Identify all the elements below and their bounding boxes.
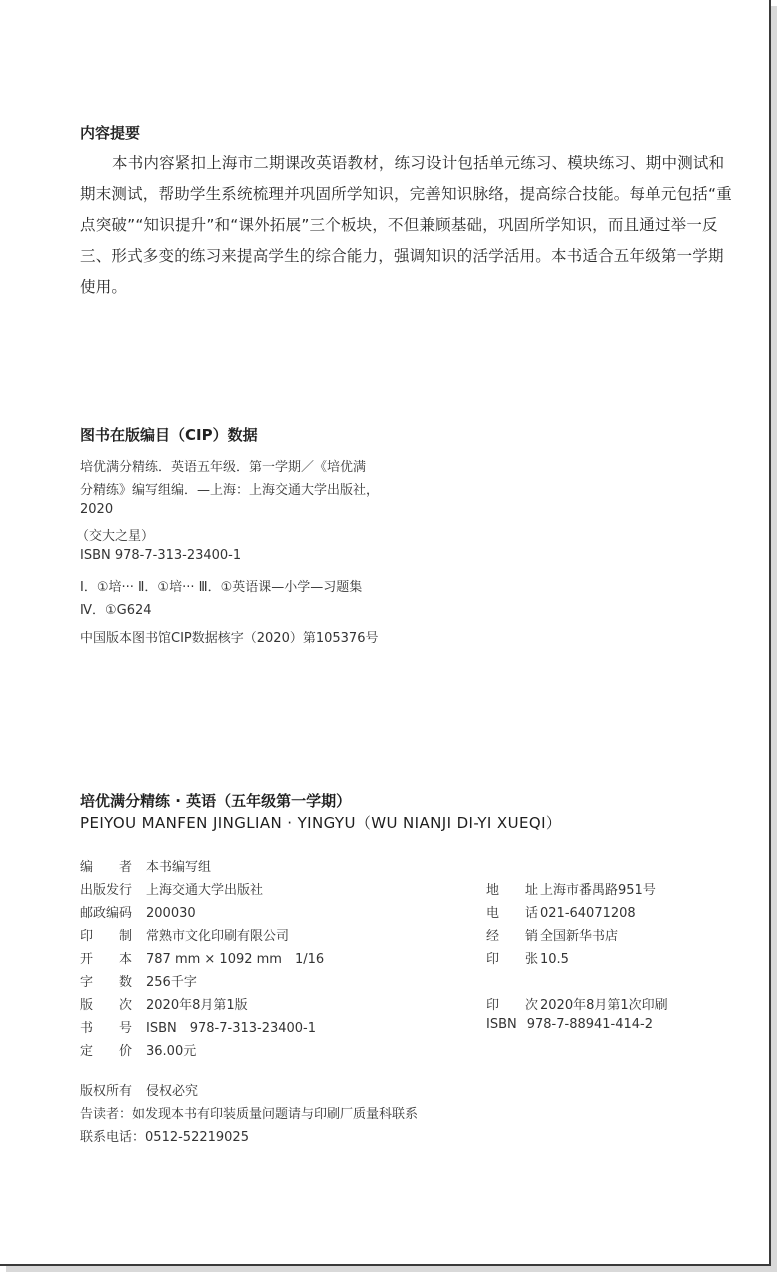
pub-value: 常熟市文化印刷有限公司 — [146, 929, 290, 944]
pub-row-publisher — [80, 879, 263, 898]
pub-value: 全国新华书店 — [540, 929, 619, 944]
phone-line: 联系电话：0512-52219025 — [80, 1130, 249, 1145]
pub-value: 978-7-88941-414-2 — [526, 1017, 654, 1032]
pub-key: 书 号 — [80, 1021, 133, 1036]
cip-isbn: ISBN 978-7-313-23400-1 — [80, 548, 242, 563]
notice-key: 告读者 — [80, 1107, 120, 1122]
pub-key: 出版发行 — [80, 883, 133, 898]
cip-record-number: 中国版本图书馆CIP数据核字（2020）第105376号 — [80, 631, 379, 646]
summary-line: 点突破”“知识提升”和“课外拓展”三个板块，不但兼顾基础，巩固所学知识，而且通过举一反 — [80, 216, 718, 234]
pub-key: 邮政编码 — [80, 906, 133, 921]
cip-classification: Ⅰ．①培··· Ⅱ．①培··· Ⅲ．①英语课—小学—习题集 — [80, 580, 363, 595]
pub-row-distributor — [486, 925, 618, 944]
cip-line: （交大之星） — [76, 529, 155, 544]
pub-key: 印 张 — [486, 952, 539, 967]
pub-key: 字 数 — [80, 975, 133, 990]
phone-key: 联系电话 — [80, 1130, 133, 1145]
page-shadow-bottom — [6, 1266, 777, 1272]
cip-line: 分精练》编写组编．—上海：上海交通大学出版社， — [80, 483, 380, 498]
pub-value: 本书编写组 — [146, 860, 212, 875]
pub-value: 36.00元 — [146, 1044, 197, 1059]
pub-value: 2020年8月第1版 — [146, 998, 248, 1013]
cip-line: 2020 — [80, 502, 114, 517]
pub-row-isbn — [80, 1017, 316, 1036]
pub-key: 开 本 — [80, 952, 133, 967]
book-title-en: PEIYOU MANFEN JINGLIAN · YINGYU（WU NIANJI DI-YI XUEQI） — [80, 814, 562, 832]
pub-value: 2020年8月第1次印刷 — [540, 998, 668, 1013]
pub-row-editor — [80, 856, 211, 875]
pub-value: 200030 — [146, 906, 196, 921]
pub-value: 上海市番禺路951号 — [540, 883, 656, 898]
summary-line: 期末测试，帮助学生系统梳理并巩固所学知识，完善知识脉络，提高综合技能。每单元包括“重 — [80, 185, 732, 203]
pub-key: 版 次 — [80, 998, 133, 1013]
rights-value: 侵权必究 — [146, 1084, 199, 1099]
pub-value: 上海交通大学出版社 — [146, 883, 264, 898]
pub-row-format — [80, 948, 324, 967]
cip-line: 培优满分精练．英语五年级．第一学期／《培优满 — [80, 460, 367, 475]
pub-key: 电 话 — [486, 906, 539, 921]
pub-key: 印 制 — [80, 929, 133, 944]
pub-value: 787 mm × 1092 mm 1/16 — [146, 952, 325, 967]
summary-line: 使用。 — [80, 278, 128, 296]
pub-value: 10.5 — [540, 952, 569, 967]
rights-key: 版权所有 — [80, 1084, 133, 1099]
summary-heading: 内容提要 — [80, 124, 141, 142]
page-shadow-right — [771, 6, 777, 1270]
summary-line: 三、形式多变的练习来提高学生的综合能力，强调知识的活学活用。本书适合五年级第一学期 — [80, 247, 724, 265]
rights-line — [80, 1080, 198, 1099]
pub-key: 印 次 — [486, 998, 539, 1013]
cip-heading: 图书在版编目（CIP）数据 — [80, 426, 258, 444]
pub-value: 256千字 — [146, 975, 197, 990]
pub-row-wordcount — [80, 971, 197, 990]
pub-key: 定 价 — [80, 1044, 133, 1059]
pub-key: 经 销 — [486, 929, 539, 944]
pub-row-edition — [80, 994, 248, 1013]
pub-value: ISBN 978-7-313-23400-1 — [146, 1021, 317, 1036]
notice-line: 告读者：如发现本书有印装质量问题请与印刷厂质量科联系 — [80, 1107, 419, 1122]
pub-row-isbn-2 — [486, 1017, 653, 1032]
cip-classification: Ⅳ．①G624 — [80, 603, 152, 618]
pub-row-printer — [80, 925, 289, 944]
pub-key: 地 址 — [486, 883, 539, 898]
phone-value: 0512-52219025 — [145, 1130, 249, 1145]
pub-row-postcode — [80, 902, 196, 921]
pub-row-printing — [486, 994, 668, 1013]
pub-row-price — [80, 1040, 196, 1059]
pub-row-address — [486, 879, 656, 898]
pub-value: 021-64071208 — [540, 906, 636, 921]
pub-row-sheets — [486, 948, 569, 967]
pub-row-phone — [486, 902, 636, 921]
pub-key: 编 者 — [80, 860, 133, 875]
book-title-cn: 培优满分精练 · 英语（五年级第一学期） — [80, 792, 352, 810]
summary-paragraph — [80, 148, 740, 303]
pub-key: ISBN — [486, 1017, 517, 1032]
summary-line: 本书内容紧扣上海市二期课改英语教材，练习设计包括单元练习、模块练习、期中测试和 — [112, 154, 725, 172]
notice-value: 如发现本书有印装质量问题请与印刷厂质量科联系 — [132, 1107, 419, 1122]
